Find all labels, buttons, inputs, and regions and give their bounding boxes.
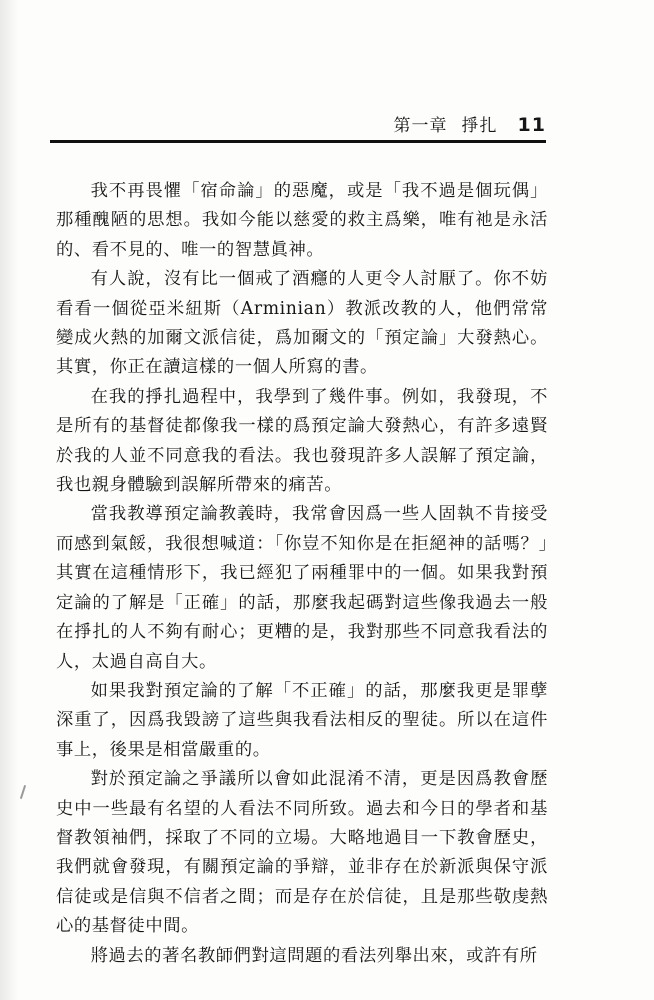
scan-mark	[20, 785, 26, 799]
header-rule	[50, 140, 546, 143]
paragraph-3: 在我的掙扎過程中，我學到了幾件事。例如，我發現，不是所有的基督徒都像我一樣的爲預定論大發熱心，有許多遠賢於我的人並不同意我的看法。我也發現許多人誤解了預定論，我也親身體驗到誤解所帶來的痛苦。	[56, 386, 548, 496]
paragraph-5: 如果我對預定論的了解「不正確」的話，那麼我更是罪孽深重了，因爲我毀謗了這些與我看法相反的聖徒。所以在這件事上，後果是相當嚴重的。	[56, 680, 548, 760]
paragraph-1: 我不再畏懼「宿命論」的惡魔，或是「我不過是個玩偶」那種醜陋的思想。我如今能以慈愛的救主爲樂，唯有祂是永活的、看不見的、唯一的智慧眞神。	[56, 181, 548, 260]
chapter-label: 第一章	[393, 116, 448, 136]
paragraph-2: 有人說，沒有比一個戒了酒癮的人更令人討厭了。你不妨看看一個從亞米紐斯（Arminian）教派改教的人，他們常常變成火熱的加爾文派信徒，爲加爾文的「預定論」大發熱心。其實，你正在讀這樣的一個人所寫的書。	[56, 269, 548, 378]
paragraph-6: 對於預定論之爭議所以會如此混淆不清，更是因爲教會歷史中一些最有名望的人看法不同所致。過去和今日的學者和基督教領袖們，採取了不同的立場。大略地過目一下教會歷史，我們就會發現，有關預定論的爭辯，並非存在於新派與保守派信徒或是信與不信者之間；而是存在於信徒，且是那些敬虔熱心的基督徒中間。	[56, 769, 548, 937]
paragraph-7: 將過去的著名教師們對這問題的看法列舉出來，或許有所	[90, 945, 538, 966]
paragraph-4: 當我教導預定論教義時，我常會因爲一些人固執不肯接受而感到氣餒，我很想喊道：「你豈不知你是在拒絕神的話嗎？」其實在這種情形下，我已經犯了兩種罪中的一個。如果我對預定論的了解是「正確」的話，那麼我起碼對這些像我過去一般在掙扎的人不夠有耐心；更糟的是，我對那些不同意我看法的人，太過自高自大。	[56, 504, 548, 672]
chapter-title: 掙扎	[461, 116, 498, 136]
running-head	[394, 111, 546, 136]
page-number: 11	[517, 114, 546, 136]
body-text	[56, 177, 548, 971]
